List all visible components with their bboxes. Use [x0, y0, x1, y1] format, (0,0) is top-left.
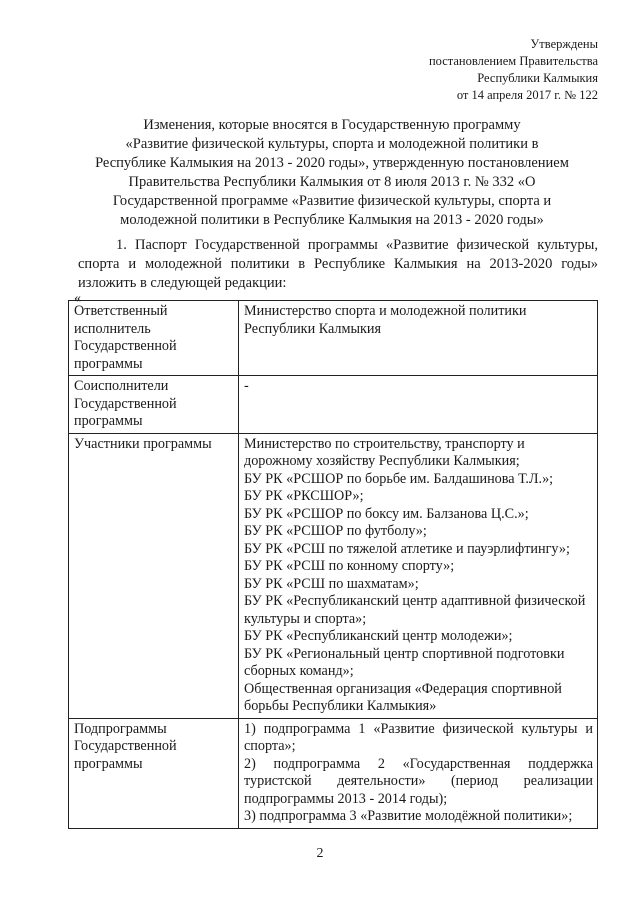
approval-line: Республики Калмыкия: [477, 71, 598, 85]
opening-quote: «: [74, 291, 81, 306]
title-line: Изменения, которые вносятся в Государственную программу: [143, 117, 521, 133]
subprograms-list: [239, 718, 598, 828]
list-item: БУ РК «РСШ по шахматам»;: [244, 575, 419, 592]
intro-paragraph: [78, 236, 598, 293]
passport-table: [68, 300, 598, 829]
list-item: БУ РК «РСШОР по борьбе им. Балдашинова Т.Л.»;: [244, 470, 554, 487]
title-line: Правительства Республики Калмыкия от 8 июля 2013 г. № 332 «О: [128, 174, 536, 190]
row-label: Участники программы: [69, 433, 239, 718]
list-item: БУ РК «РСШОР по боксу им. Балзанова Ц.С.»;: [244, 505, 529, 522]
list-item: БУ РК «РКСШОР»;: [244, 488, 364, 504]
list-item: 3) подпрограмма 3 «Развитие молодёжной политики»;: [244, 808, 573, 824]
table-row: [69, 376, 598, 434]
list-item: Министерство по строительству, транспорту и дорожному хозяйству Республики Калмыкия;: [244, 435, 525, 469]
intro-text: 1. Паспорт Государственной программы «Развитие физической культуры, спорта и молодежной политики в Республике Калмыкия на 2013-2020 годы» изложить в следующей редакции:: [78, 237, 598, 291]
approval-block: [429, 36, 598, 104]
row-label: Соисполнители Государственной программы: [69, 376, 239, 434]
title-line: Республике Калмыкия на 2013 - 2020 годы», утвержденную постановлением: [95, 155, 569, 171]
list-item: 2) подпрограмма 2 «Государственная поддержка туристской деятельности» (период реализации подпрограммы 2013 - 2014 годы);: [244, 755, 593, 807]
approval-line: Утверждены: [530, 37, 598, 51]
table-row: [69, 301, 598, 376]
table-row: [69, 718, 598, 828]
list-item: БУ РК «Республиканский центр адаптивной физической культуры и спорта»;: [244, 593, 586, 627]
title-line: Государственной программе «Развитие физической культуры, спорта и: [112, 193, 552, 209]
page-number: 2: [316, 846, 324, 861]
approval-line: постановлением Правительства: [428, 54, 598, 68]
document-title: [78, 116, 586, 230]
list-item: БУ РК «Республиканский центр молодежи»;: [244, 628, 513, 644]
title-line: молодежной политики в Республике Калмыкия на 2013 - 2020 годы»: [120, 212, 544, 228]
list-item: БУ РК «Региональный центр спортивной подготовки сборных команд»;: [244, 645, 565, 679]
list-item: БУ РК «РСШ по конному спорту»;: [244, 558, 455, 574]
list-item: БУ РК «РСШ по тяжелой атлетике и пауэрлифтингу»;: [244, 540, 570, 557]
row-value: -: [239, 376, 598, 434]
list-item: Общественная организация «Федерация спортивной борьбы Республики Калмыкия»: [244, 680, 562, 714]
row-label: Ответственный исполнитель Государственной программы: [69, 301, 239, 376]
participants-list: [239, 433, 598, 718]
approval-date: от 14 апреля 2017 г. № 122: [456, 88, 598, 102]
list-item: БУ РК «РСШОР по футболу»;: [244, 523, 427, 539]
row-label: Подпрограммы Государственной программы: [69, 718, 239, 828]
row-value: Министерство спорта и молодежной политики Республики Калмыкия: [239, 301, 598, 376]
title-line: «Развитие физической культуры, спорта и молодежной политики в: [125, 136, 539, 152]
list-item: 1) подпрограмма 1 «Развитие физической культуры и спорта»;: [244, 720, 593, 754]
table-row: [69, 433, 598, 718]
